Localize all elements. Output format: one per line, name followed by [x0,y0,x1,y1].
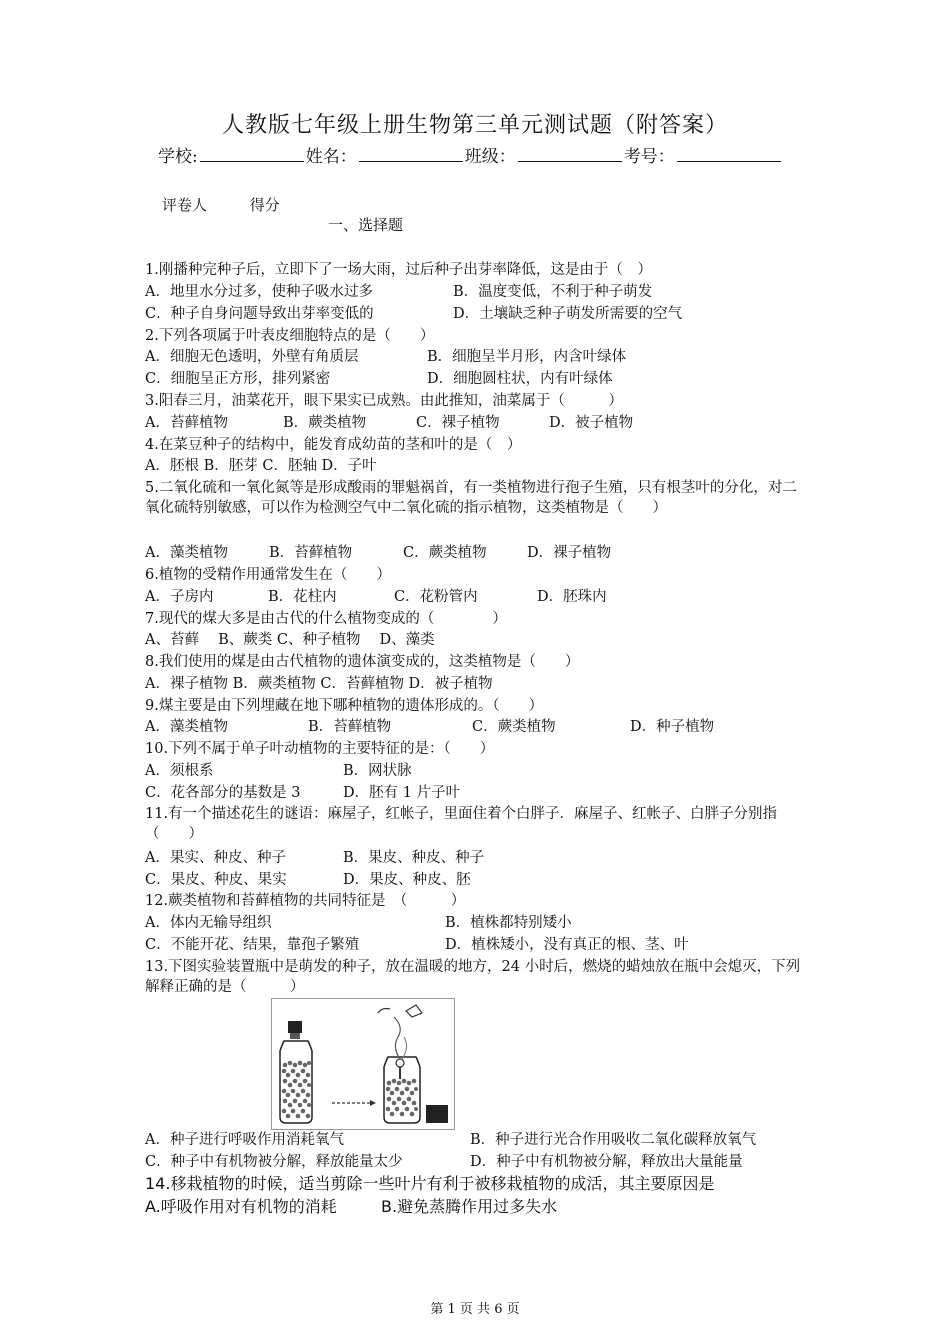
option: B．苔藓植物 [269,545,353,561]
option: C．裸子植物 [416,415,500,431]
question-stem: 8.我们使用的煤是由古代植物的遗体演变成的，这类植物是（ ） [145,654,580,670]
class-blank [518,146,622,162]
experiment-figure [271,998,455,1130]
question-stem: 6.植物的受精作用通常发生在（ ） [145,567,391,583]
option: A.呼吸作用对有机物的消耗 [145,1197,337,1216]
name-blank [359,146,463,162]
option: C．种子中有机物被分解，释放能量太少 [145,1154,403,1170]
option: B.避免蒸腾作用过多失水 [381,1197,558,1216]
option-line [145,347,626,367]
reviewer-label: 评卷人 [162,196,208,214]
option-line [145,717,714,737]
option-line: A、苔藓 B、蕨类 C、种子植物 D、藻类 [145,632,435,648]
school-blank [200,146,304,162]
option-line [145,1197,557,1217]
option-line [145,870,471,890]
student-info-line [158,142,783,167]
option: D．植株矮小，没有真正的根、茎、叶 [445,937,689,953]
option: A．苔藓植物 [145,415,228,431]
page-footer: 第 1 页 共 6 页 [430,1302,520,1317]
class-label: 班级： [464,147,516,167]
option-line [145,413,633,433]
option: C．花各部分的基数是 3 [145,785,301,801]
option: B．种子进行光合作用吸收二氧化碳释放氧气 [470,1132,757,1148]
question-stem: 11.有一个描述花生的谜语：麻屋子，红帐子，里面住着个白胖子．麻屋子、红帐子、白胖子分别指（ ） [145,806,778,842]
option-line: A．胚根 B．胚芽 C．胚轴 D．子叶 [145,458,377,474]
option: D．胚有 1 片子叶 [343,785,461,801]
question-stem: 5.二氧化硫和一氧化氮等是形成酸雨的罪魁祸首，有一类植物进行孢子生殖，只有根茎叶的分化，对二氧化硫特别敏感，可以作为检测空气中二氧化硫的指示植物，这类植物是（ ） [145,480,797,516]
option: C．果皮、种皮、果实 [145,872,287,888]
option: A．藻类植物 [145,545,228,561]
option-line [145,783,460,803]
exam-no-blank [677,146,781,162]
option: D．被子植物 [549,415,634,431]
question-stem: 13.下图实验装置瓶中是萌发的种子，放在温暖的地方，24 小时后，燃烧的蜡烛放在瓶中会熄灭，下列解释正确的是（ ） [145,959,801,995]
document-title: 人教版七年级上册生物第三单元测试题（附答案） [221,113,728,138]
option: A．须根系 [145,763,214,779]
option-line [145,304,682,324]
score-label: 得分 [249,196,280,214]
option-line [145,1152,743,1172]
option: D．细胞圆柱状，内有叶绿体 [427,371,613,387]
option: A．体内无输导组织 [145,915,272,931]
option-line [145,587,607,607]
option: D．裸子植物 [527,545,612,561]
option: D．果皮、种皮、胚 [343,872,471,888]
seed-jar-candle-illustration [272,999,454,1129]
option: B．果皮、种皮、种子 [343,850,485,866]
option: B．温度变低，不利于种子萌发 [453,284,653,300]
option: A．果实、种皮、种子 [145,850,286,866]
question-stem: 3.阳春三月，油菜花开，眼下果实已成熟。由此推知，油菜属于（ ） [145,393,623,409]
option-line: A．裸子植物 B．蕨类植物 C．苔藓植物 D．被子植物 [145,676,493,692]
option: A．藻类植物 [145,719,228,735]
exam-no-label: 考号： [623,147,675,167]
question-stem: 12.蕨类植物和苔藓植物的共同特征是 （ ） [145,893,466,909]
option: A．细胞无色透明，外壁有角质层 [145,349,359,365]
section-title: 一、选择题 [328,216,404,234]
school-label: 学校: [158,147,198,167]
option: B．网状脉 [343,763,412,779]
name-label: 姓名： [305,147,357,167]
option-line [145,935,689,955]
option-line [145,761,412,781]
option-line [145,282,652,302]
option: C．蕨类植物 [403,545,487,561]
question-stem: 1.刚播种完种子后，立即下了一场大雨，过后种子出芽率降低，这是由于（ ） [145,262,652,278]
option-line [145,369,613,389]
question-stem: 4.在菜豆种子的结构中，能发育成幼苗的茎和叶的是（ ） [145,437,522,453]
grader-box [162,194,318,215]
option: B．植株都特别矮小 [445,915,572,931]
option: D．胚珠内 [537,589,607,605]
question-stem: 2.下列各项属于叶表皮细胞特点的是（ ） [145,328,435,344]
option: C．种子自身问题导致出芽率变低的 [145,306,374,322]
option: B．苔藓植物 [308,719,392,735]
option: D．种子中有机物被分解，释放出大量能量 [470,1154,743,1170]
question-stem: 7.现代的煤大多是由古代的什么植物变成的（ ） [145,611,507,627]
option: B．花柱内 [268,589,337,605]
question-stem: 9.煤主要是由下列埋藏在地下哪种植物的遗体形成的。（ ） [145,698,544,714]
option-line [145,913,572,933]
option-line [145,543,611,563]
option: B．蕨类植物 [283,415,367,431]
option: B．细胞呈半月形，内含叶绿体 [427,349,627,365]
option-line [145,848,484,868]
question-stem: 10.下列不属于单子叶动植物的主要特征的是：（ ） [145,741,495,757]
option: A．子房内 [145,589,214,605]
option: C．花粉管内 [394,589,478,605]
option: D．种子植物 [630,719,715,735]
option-line [145,1130,756,1150]
option: C．蕨类植物 [472,719,556,735]
option: A．种子进行呼吸作用消耗氧气 [145,1132,344,1148]
option: C．不能开花、结果，靠孢子繁殖 [145,937,360,953]
option: C．细胞呈正方形，排列紧密 [145,371,331,387]
option: A．地里水分过多，使种子吸水过多 [145,284,373,300]
option: D．土壤缺乏种子萌发所需要的空气 [453,306,683,322]
question-stem: 14.移栽植物的时候，适当剪除一些叶片有利于被移栽植物的成活，其主要原因是 [145,1174,715,1193]
